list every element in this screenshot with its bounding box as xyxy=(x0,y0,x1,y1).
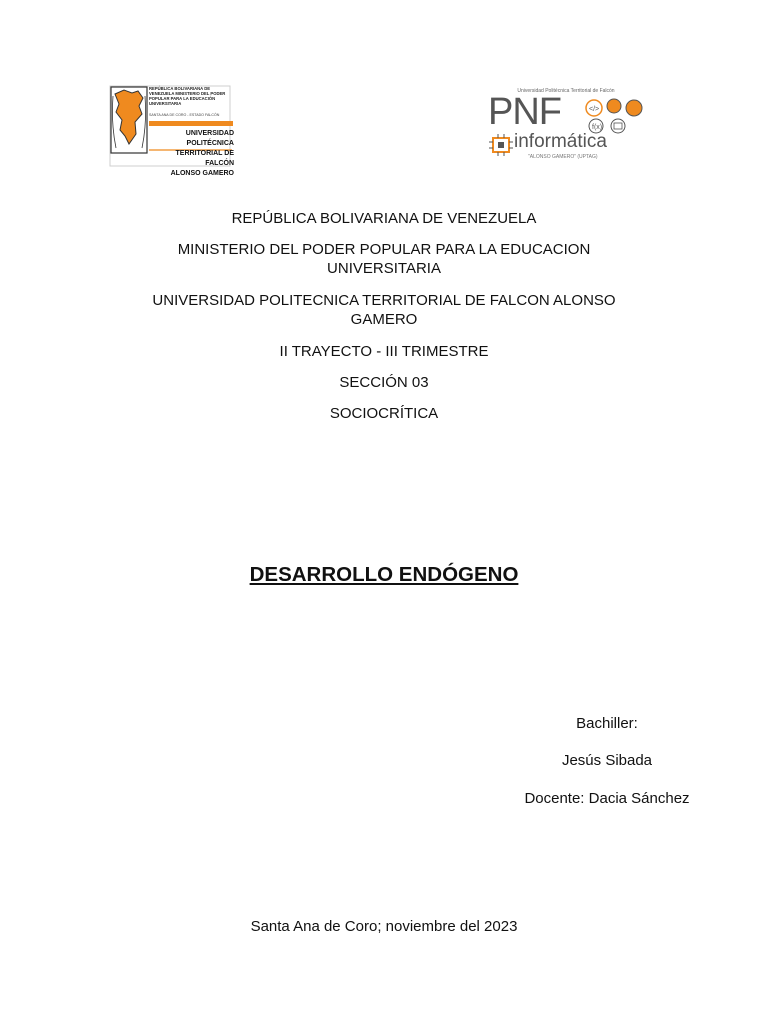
header-materia: SOCIOCRÍTICA xyxy=(329,405,439,422)
header-republica: REPÚBLICA BOLIVARIANA DE VENEZUELA xyxy=(231,210,537,227)
logo-brand: PNF xyxy=(488,91,561,133)
student-name: Jesús Sibada xyxy=(561,752,653,769)
header-seccion: SECCIÓN 03 xyxy=(339,374,429,391)
bachiller-label: Bachiller: xyxy=(576,715,638,732)
logo-subtitle: informática xyxy=(514,131,607,152)
university-logo xyxy=(108,84,234,177)
pnf-informatica-logo xyxy=(486,88,646,164)
header-universidad: UNIVERSIDAD POLITECNICA TERRITORIAL DE FALCON ALONSO GAMERO xyxy=(152,292,616,328)
tech-icons xyxy=(582,96,644,136)
logo-header-text: REPÚBLICA BOLIVARIANA DE VENEZUELA MINISTERIO DEL PODER POPULAR PARA LA EDUCACIÓN UNIVERSITARIA xyxy=(149,86,226,106)
logo-top-text: Universidad Politécnica Territorial de Falcón xyxy=(517,88,615,94)
header-trayecto: II TRAYECTO - III TRIMESTRE xyxy=(279,343,489,360)
document-title: DESARROLLO ENDÓGENO xyxy=(249,563,519,586)
place-date: Santa Ana de Coro; noviembre del 2023 xyxy=(250,918,518,935)
svg-text:</>: </> xyxy=(589,106,600,113)
teacher-name: Docente: Dacia Sánchez xyxy=(524,790,690,807)
logo-university-name: UNIVERSIDAD POLITÉCNICA TERRITORIAL DE FALCÓN ALONSO GAMERO xyxy=(170,130,234,177)
logo-accent-bar xyxy=(149,121,233,126)
chip-icon xyxy=(489,134,513,156)
svg-text:f(x): f(x) xyxy=(592,124,603,131)
logo-location-text: SANTA ANA DE CORO - ESTADO FALCÓN xyxy=(149,113,220,117)
header-ministerio: MINISTERIO DEL PODER POPULAR PARA LA EDUCACION UNIVERSITARIA xyxy=(177,241,591,277)
logo-tagline: "ALONSO GAMERO" (UPTAG) xyxy=(528,154,598,160)
